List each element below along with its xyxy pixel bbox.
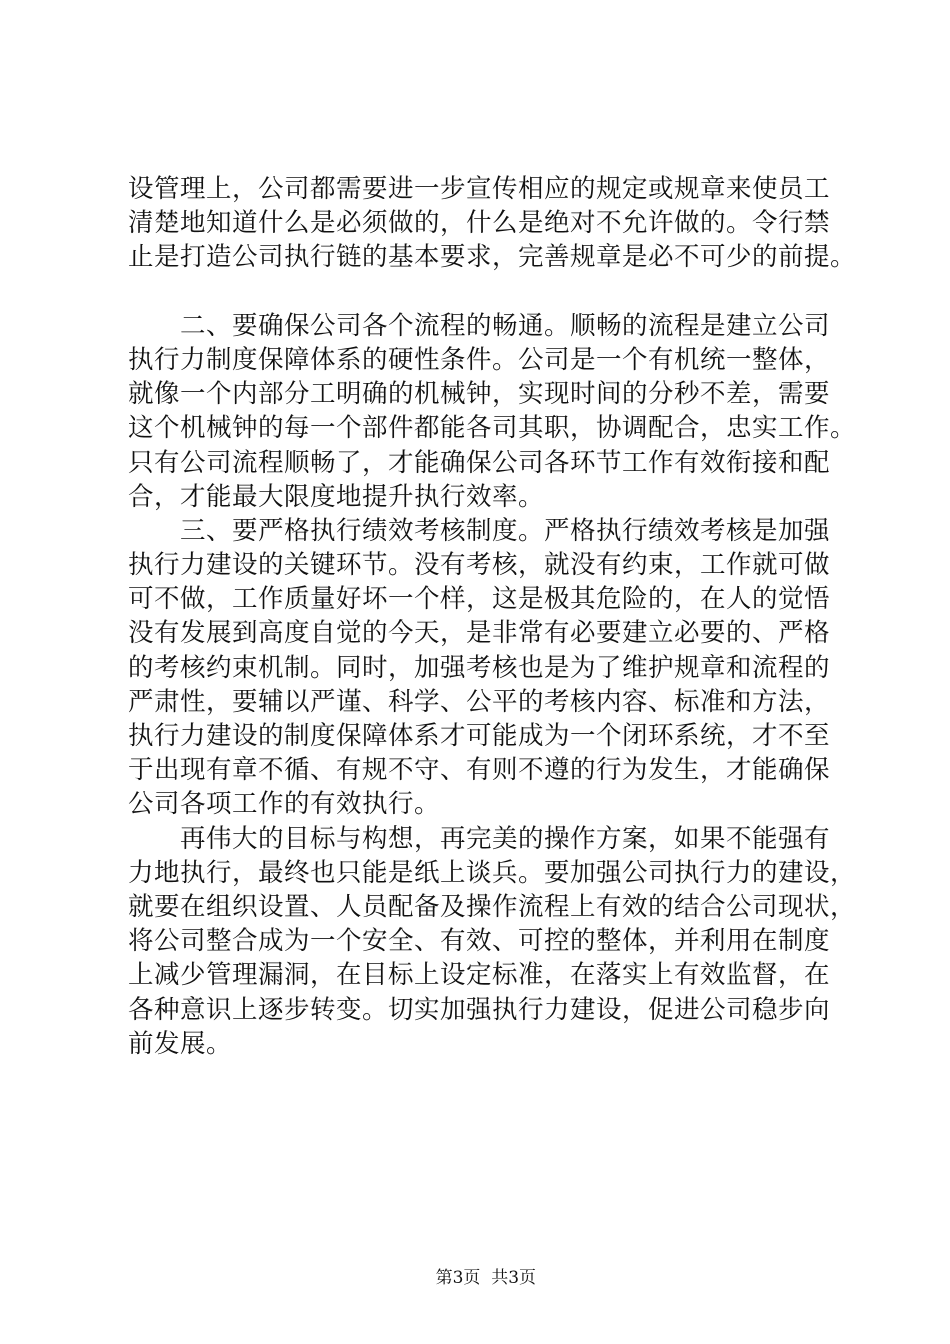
text-line: 合，才能最大限度地提升执行效率。 [128,481,545,512]
page-footer [0,1242,950,1314]
text-line: 就要在组织设置、人员配备及操作流程上有效的结合公司现状， [128,891,857,922]
text-line: 就像一个内部分工明确的机械钟，实现时间的分秒不差，需要 [128,379,831,410]
text-line: 严肃性，要辅以严谨、科学、公平的考核内容、标准和方法， [128,686,831,717]
text-line: 执行力制度保障体系的硬性条件。公司是一个有机统一整体， [128,344,831,375]
text-line: 清楚地知道什么是必须做的，什么是绝对不允许做的。令行禁 [128,208,831,239]
paragraph-p4 [128,822,857,1061]
page-number: 第3页 共3页 [435,1268,537,1288]
text-line: 公司各项工作的有效执行。 [128,789,441,820]
paragraph-p1 [128,172,857,275]
text-line: 将公司整合成为一个安全、有效、可控的整体，并利用在制度 [128,926,831,957]
text-line: 执行力建设的关键环节。没有考核，就没有约束，工作就可做 [128,550,831,581]
text-line: 的考核约束机制。同时，加强考核也是为了维护规章和流程的 [128,652,831,683]
text-line: 设管理上，公司都需要进一步宣传相应的规定或规章来使员工 [128,174,831,204]
text-line: 各种意识上逐步转变。切实加强执行力建设，促进公司稳步向 [128,994,831,1025]
text-line: 止是打造公司执行链的基本要求，完善规章是必不可少的前提。 [128,242,857,273]
text-line: 于出现有章不循、有规不守、有则不遵的行为发生，才能确保 [128,755,831,786]
text-line: 二、要确保公司各个流程的畅通。顺畅的流程是建立公司 [128,310,831,341]
text-line: 这个机械钟的每一个部件都能各司其职，协调配合，忠实工作。 [128,413,857,444]
text-line: 再伟大的目标与构想，再完美的操作方案，如果不能强有 [128,823,831,854]
document-body [128,172,857,1061]
text-line: 只有公司流程顺畅了，才能确保公司各环节工作有效衔接和配 [128,447,831,478]
text-line: 力地执行，最终也只能是纸上谈兵。要加强公司执行力的建设， [128,857,857,888]
text-line: 执行力建设的制度保障体系才可能成为一个闭环系统，才不至 [128,721,831,751]
paragraph-p3 [128,514,838,822]
text-line: 可不做，工作质量好坏一个样，这是极其危险的，在人的觉悟 [128,584,831,615]
text-line: 没有发展到高度自觉的今天，是非常有必要建立必要的、严格 [128,618,831,649]
text-line: 三、要严格执行绩效考核制度。严格执行绩效考核是加强 [128,515,831,546]
paragraph-p2 [128,309,857,514]
text-line: 上减少管理漏洞，在目标上设定标准，在落实上有效监督，在 [128,960,831,991]
text-line: 前发展。 [128,1028,233,1059]
paragraph-spacer [128,275,838,309]
